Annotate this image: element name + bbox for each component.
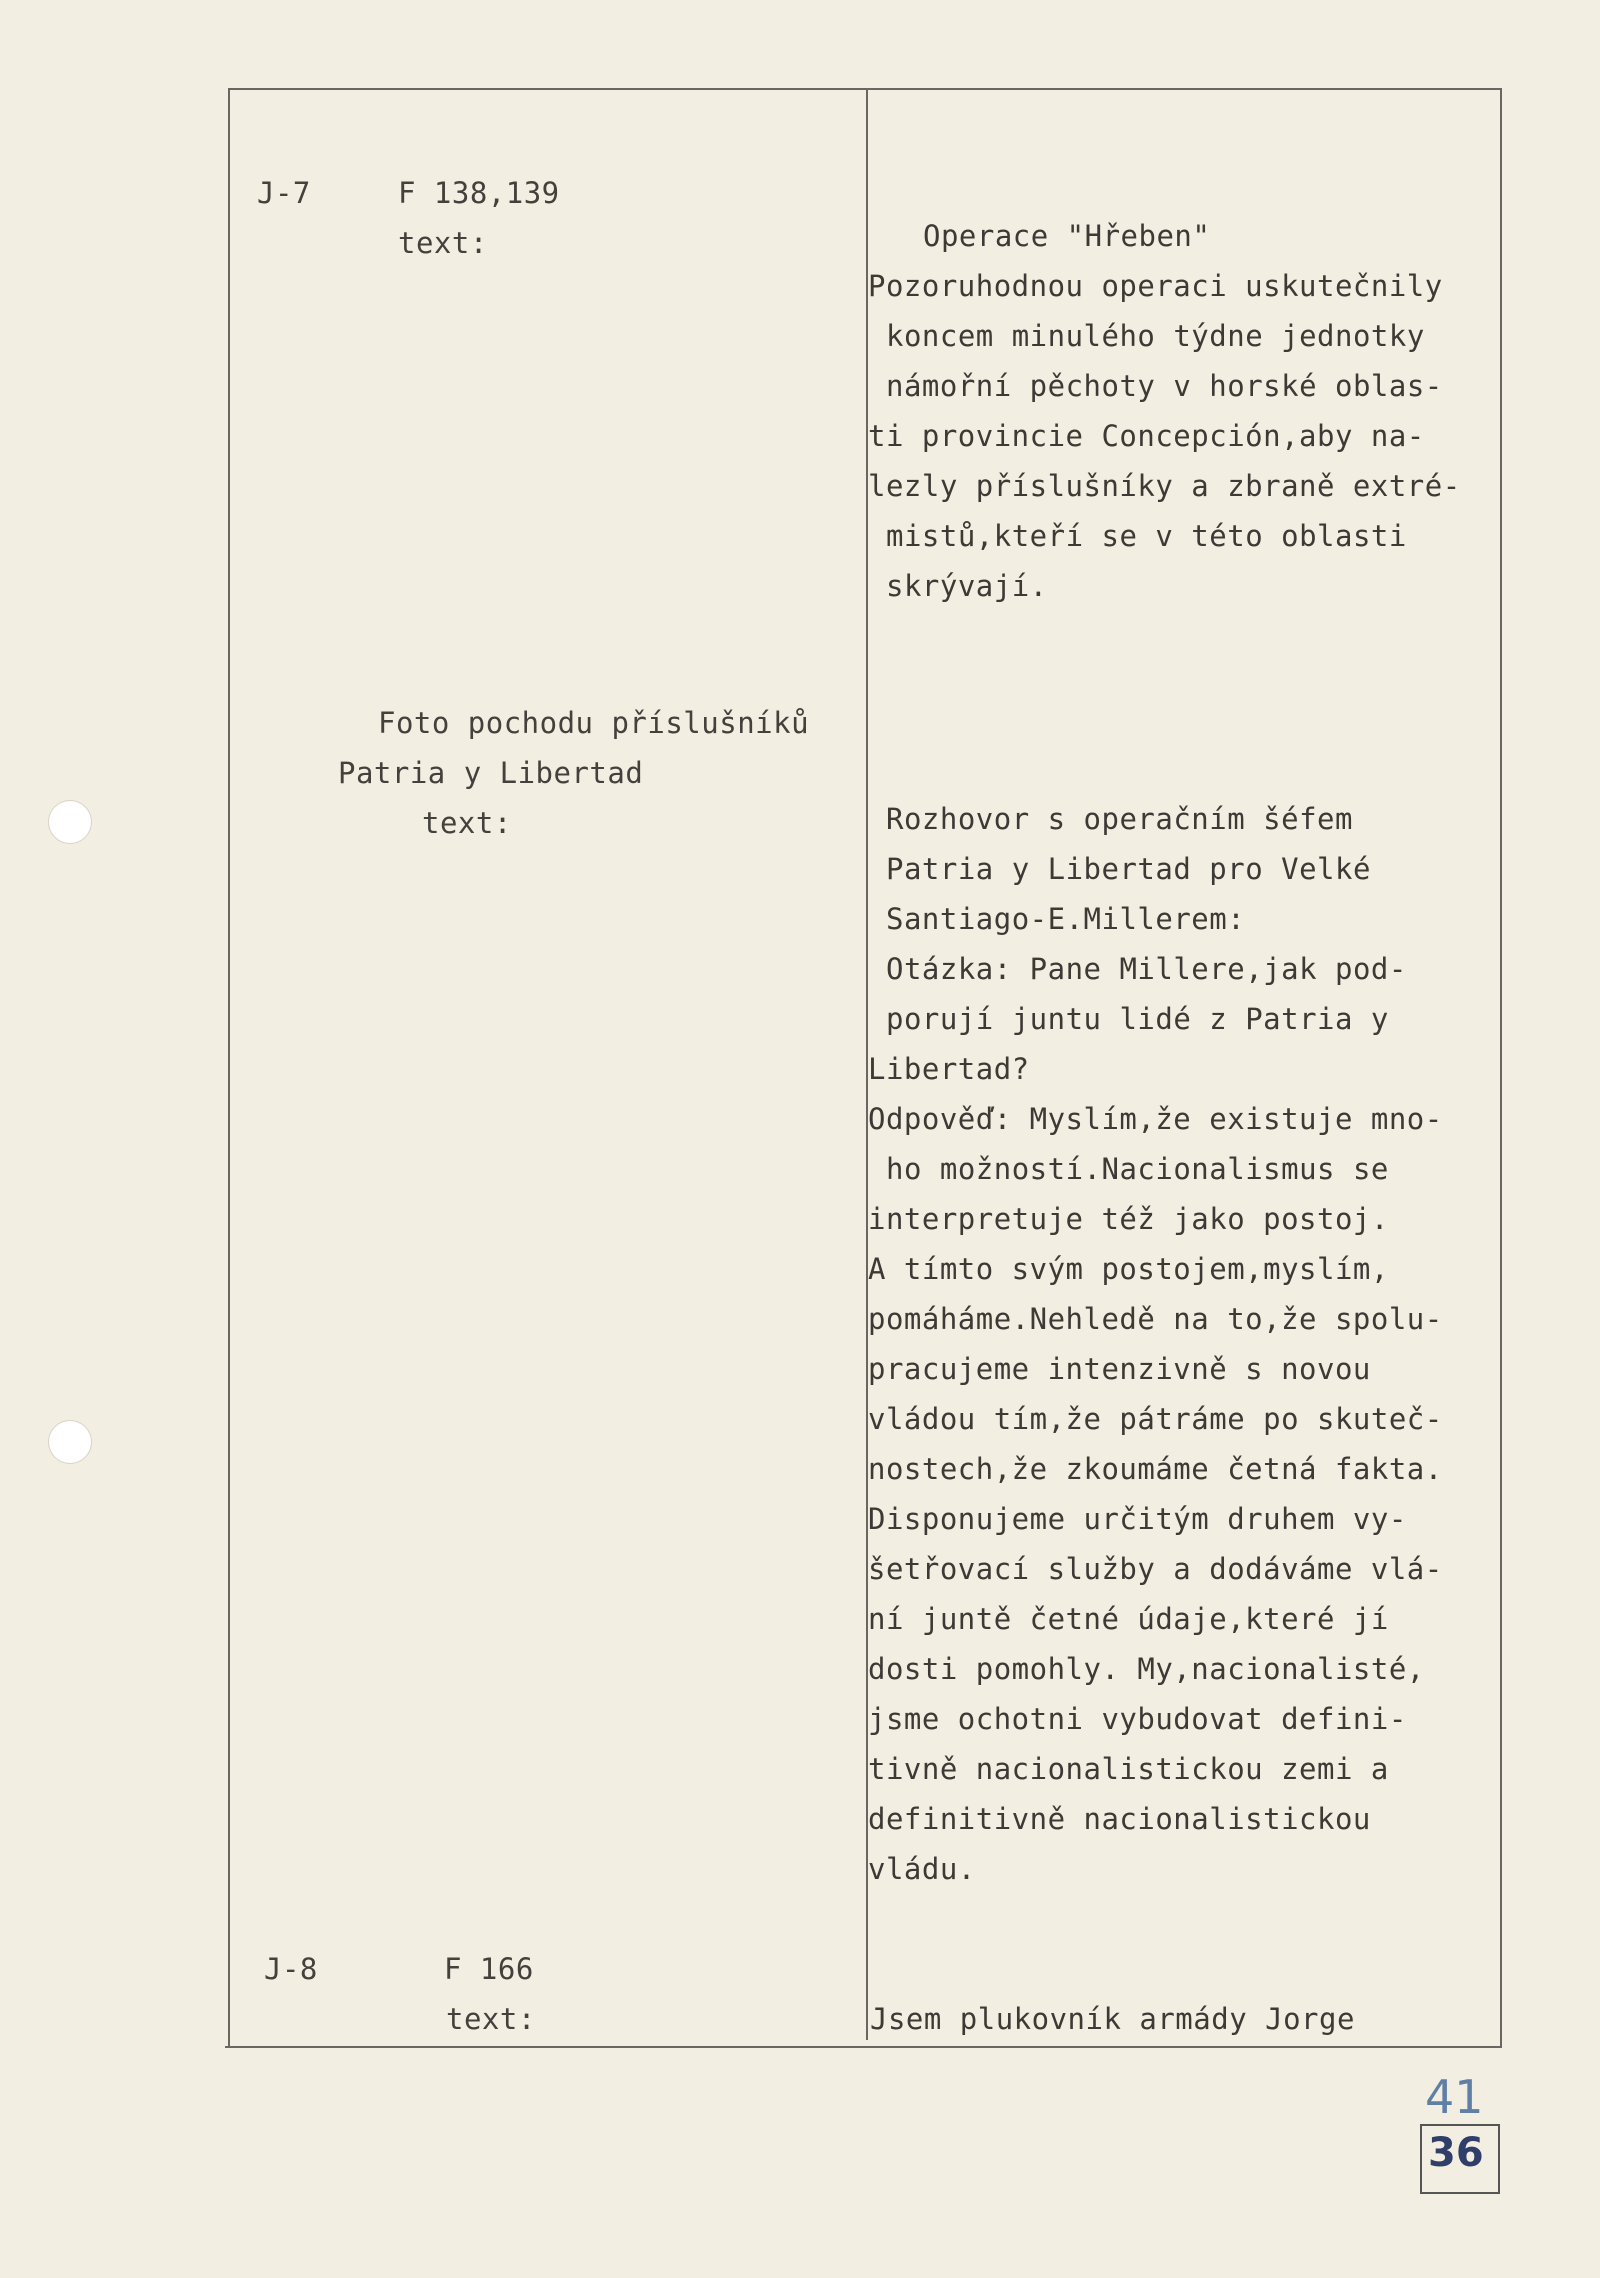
interview-line: nostech,že zkoumáme četná fakta.: [868, 1452, 1443, 1486]
interview-line: Odpověď: Myslím,že existuje mno-: [868, 1102, 1443, 1136]
j8-reference: F 166: [444, 1952, 534, 1986]
interview-line: ní juntě četné údaje,které jí: [868, 1602, 1389, 1636]
interview-line: jsme ochotni vybudovat defini-: [868, 1702, 1407, 1736]
interview-line: vládu.: [868, 1852, 976, 1886]
j8-code: J-8: [264, 1952, 318, 1986]
handwritten-page-number: 41: [1425, 2070, 1484, 2124]
operation-line: ti provincie Concepción,aby na-: [868, 419, 1425, 453]
interview-line: Otázka: Pane Millere,jak pod-: [886, 952, 1407, 986]
operation-line: skrývají.: [886, 569, 1048, 603]
interview-line: definitivně nacionalistickou: [868, 1802, 1371, 1836]
j8-text-label: text:: [446, 2002, 536, 2036]
stamped-page-number: 36: [1428, 2130, 1484, 2176]
interview-line: vládou tím,že pátráme po skuteč-: [868, 1402, 1443, 1436]
stamped-page-number-box: [1420, 2124, 1500, 2194]
photo-text-label: text:: [422, 806, 512, 840]
interview-line: Santiago-E.Millerem:: [886, 902, 1246, 936]
operation-line: lezly příslušníky a zbraně extré-: [868, 469, 1461, 503]
photo-caption-line1: Foto pochodu příslušníků: [378, 706, 810, 740]
interview-text-block: [868, 794, 1518, 1894]
operation-title: Operace "Hřeben": [923, 219, 1211, 253]
interview-line: Libertad?: [868, 1052, 1030, 1086]
punch-hole-lower: [48, 1420, 92, 1464]
interview-line: Rozhovor s operačním šéfem: [886, 802, 1353, 836]
frame-left-line: [228, 88, 230, 2048]
interview-line: tivně nacionalistickou zemi a: [868, 1752, 1389, 1786]
photo-caption-line2: Patria y Libertad: [338, 756, 644, 790]
interview-line: A tímto svým postojem,myslím,: [868, 1252, 1389, 1286]
frame-top-line: [228, 88, 1502, 90]
j7-text-label: text:: [398, 226, 488, 260]
operation-line: koncem minulého týdne jednotky: [886, 319, 1425, 353]
interview-line: šetřovací služby a dodáváme vlá-: [868, 1552, 1443, 1586]
interview-line: Patria y Libertad pro Velké: [886, 852, 1371, 886]
operation-line: Pozoruhodnou operaci uskutečnily: [868, 269, 1443, 303]
interview-line: Disponujeme určitým druhem vy-: [868, 1502, 1407, 1536]
operation-line: mistů,kteří se v této oblasti: [886, 519, 1407, 553]
j8-text-line: Jsem plukovník armády Jorge: [870, 2002, 1355, 2036]
interview-line: dosti pomohly. My,nacionalisté,: [868, 1652, 1425, 1686]
operation-line: námořní pěchoty v horské oblas-: [886, 369, 1443, 403]
punch-hole-upper: [48, 800, 92, 844]
interview-line: pomáháme.Nehledě na to,že spolu-: [868, 1302, 1443, 1336]
interview-line: ho možností.Nacionalismus se: [886, 1152, 1389, 1186]
interview-line: interpretuje též jako postoj.: [868, 1202, 1389, 1236]
interview-line: pracujeme intenzivně s novou: [868, 1352, 1371, 1386]
interview-line: porují juntu lidé z Patria y: [886, 1002, 1389, 1036]
j7-reference: F 138,139: [398, 176, 560, 210]
frame-bottom-line: [225, 2046, 1502, 2048]
j7-code: J-7: [257, 176, 311, 210]
operation-text-block: [868, 211, 1508, 611]
